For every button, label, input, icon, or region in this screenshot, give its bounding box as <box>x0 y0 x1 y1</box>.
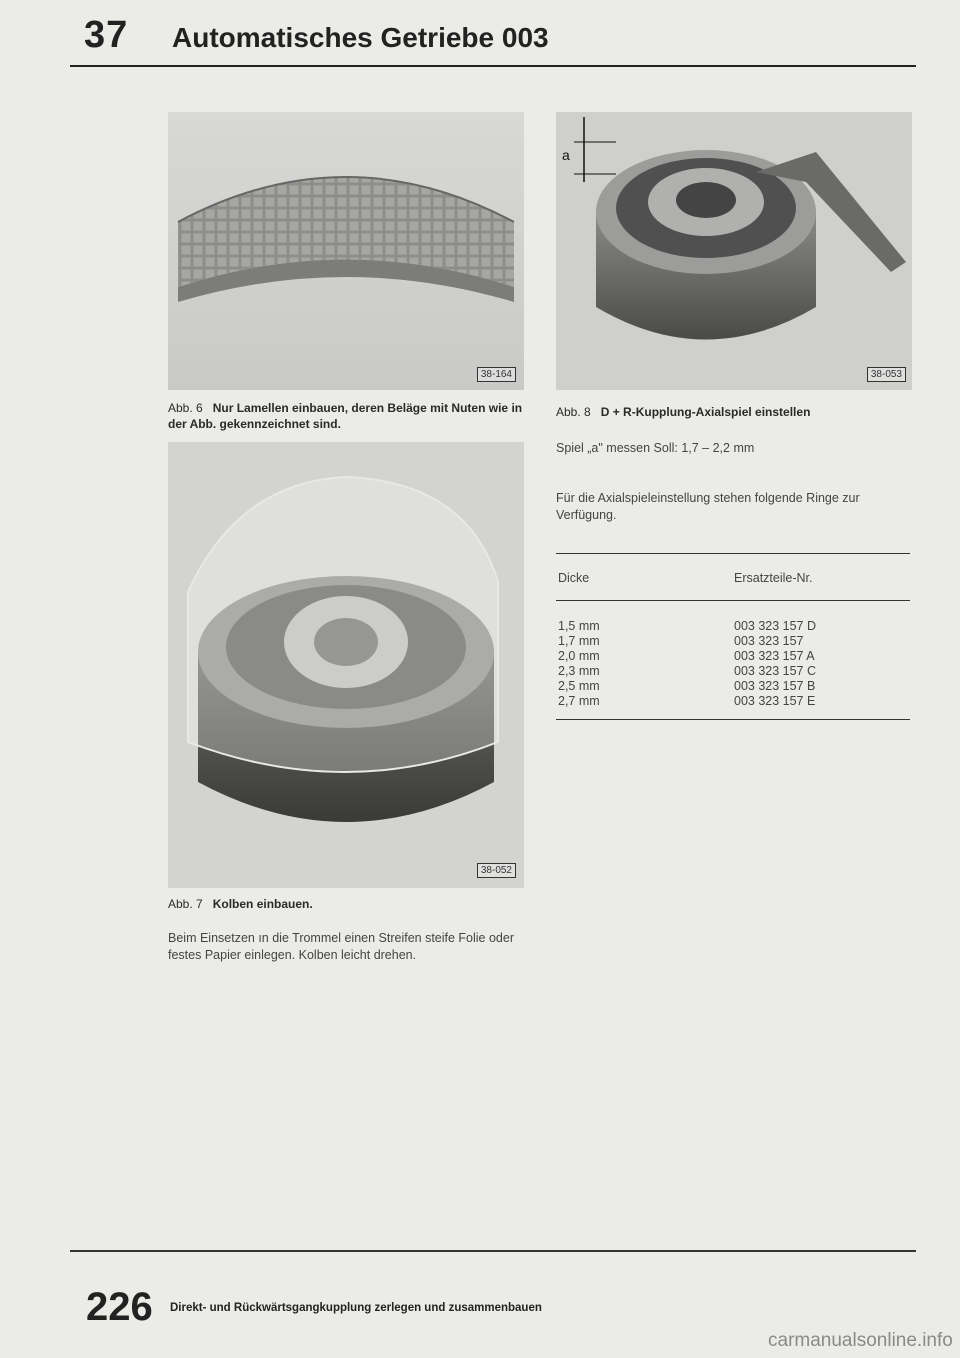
footer-section-title: Direkt- und Rückwärtsgangkupplung zerlegen und zusammenbauen <box>170 1302 542 1314</box>
table-cell-part-number: 003 323 157 A <box>734 649 815 663</box>
figure-7-tag: 38-052 <box>477 863 516 878</box>
figure-8-caption <box>556 404 916 420</box>
table-cell-thickness: 1,5 mm <box>558 619 600 633</box>
figure-7-text: Beim Einsetzen ın die Trommel einen Streifen steife Folie oder festes Papier einlegen. Kolben leicht drehen. <box>168 931 515 962</box>
watermark: carmanualsonline.info <box>768 1330 953 1351</box>
page-number: 226 <box>86 1285 153 1329</box>
table-row <box>558 649 910 664</box>
figure-8-photo <box>556 112 912 390</box>
figure-6-caption <box>168 400 528 432</box>
figure-6-caption-text: Nur Lamellen einbauen, deren Beläge mit Nuten wie in der Abb. gekennzeichnet sind. <box>168 401 523 431</box>
table-cell-thickness: 2,3 mm <box>558 664 600 678</box>
table-cell-thickness: 2,5 mm <box>558 679 600 693</box>
table-body <box>556 601 910 719</box>
chapter-number: 37 <box>84 14 129 56</box>
figure-7-caption <box>168 896 528 912</box>
table-header-part-number: Ersatzteile-Nr. <box>734 571 813 585</box>
figure-6-photo <box>168 112 524 390</box>
figure-7-photo <box>168 442 524 888</box>
figure-7-label: Abb. 7 <box>168 897 203 911</box>
figure-6-tag: 38-164 <box>477 367 516 382</box>
figure-8-spec: Spiel „a" messen Soll: 1,7 – 2,2 mm <box>556 441 755 455</box>
table-cell-thickness: 2,0 mm <box>558 649 600 663</box>
table-header <box>556 554 910 600</box>
page-title: Automatisches Getriebe 003 <box>172 22 549 53</box>
table-cell-thickness: 2,7 mm <box>558 694 600 708</box>
table-cell-part-number: 003 323 157 B <box>734 679 816 693</box>
table-header-thickness: Dicke <box>558 571 590 585</box>
table-row <box>558 619 910 634</box>
ring-table <box>556 553 910 720</box>
table-row <box>558 679 910 694</box>
header-divider <box>70 65 916 67</box>
table-cell-thickness: 1,7 mm <box>558 634 600 648</box>
table-cell-part-number: 003 323 157 <box>734 634 804 648</box>
figure-8-caption-text: D + R-Kupplung-Axialspiel einstellen <box>600 405 811 419</box>
table-cell-part-number: 003 323 157 E <box>734 694 816 708</box>
figure-6-label: Abb. 6 <box>168 401 203 415</box>
footer-divider <box>70 1250 916 1252</box>
table-cell-part-number: 003 323 157 C <box>734 664 817 678</box>
table-bottom-rule <box>556 719 910 720</box>
figure-8-tag: 38-053 <box>867 367 906 382</box>
figure-7-caption-text: Kolben einbauen. <box>212 897 313 911</box>
figure-8-marker: a <box>562 147 570 163</box>
table-row <box>558 664 910 679</box>
figure-8-description: Für die Axialspieleinstellung stehen folgende Ringe zur Verfügung. <box>556 491 860 522</box>
table-cell-part-number: 003 323 157 D <box>734 619 817 633</box>
table-row <box>558 634 910 649</box>
table-row <box>558 694 910 709</box>
figure-8-label: Abb. 8 <box>556 405 591 419</box>
